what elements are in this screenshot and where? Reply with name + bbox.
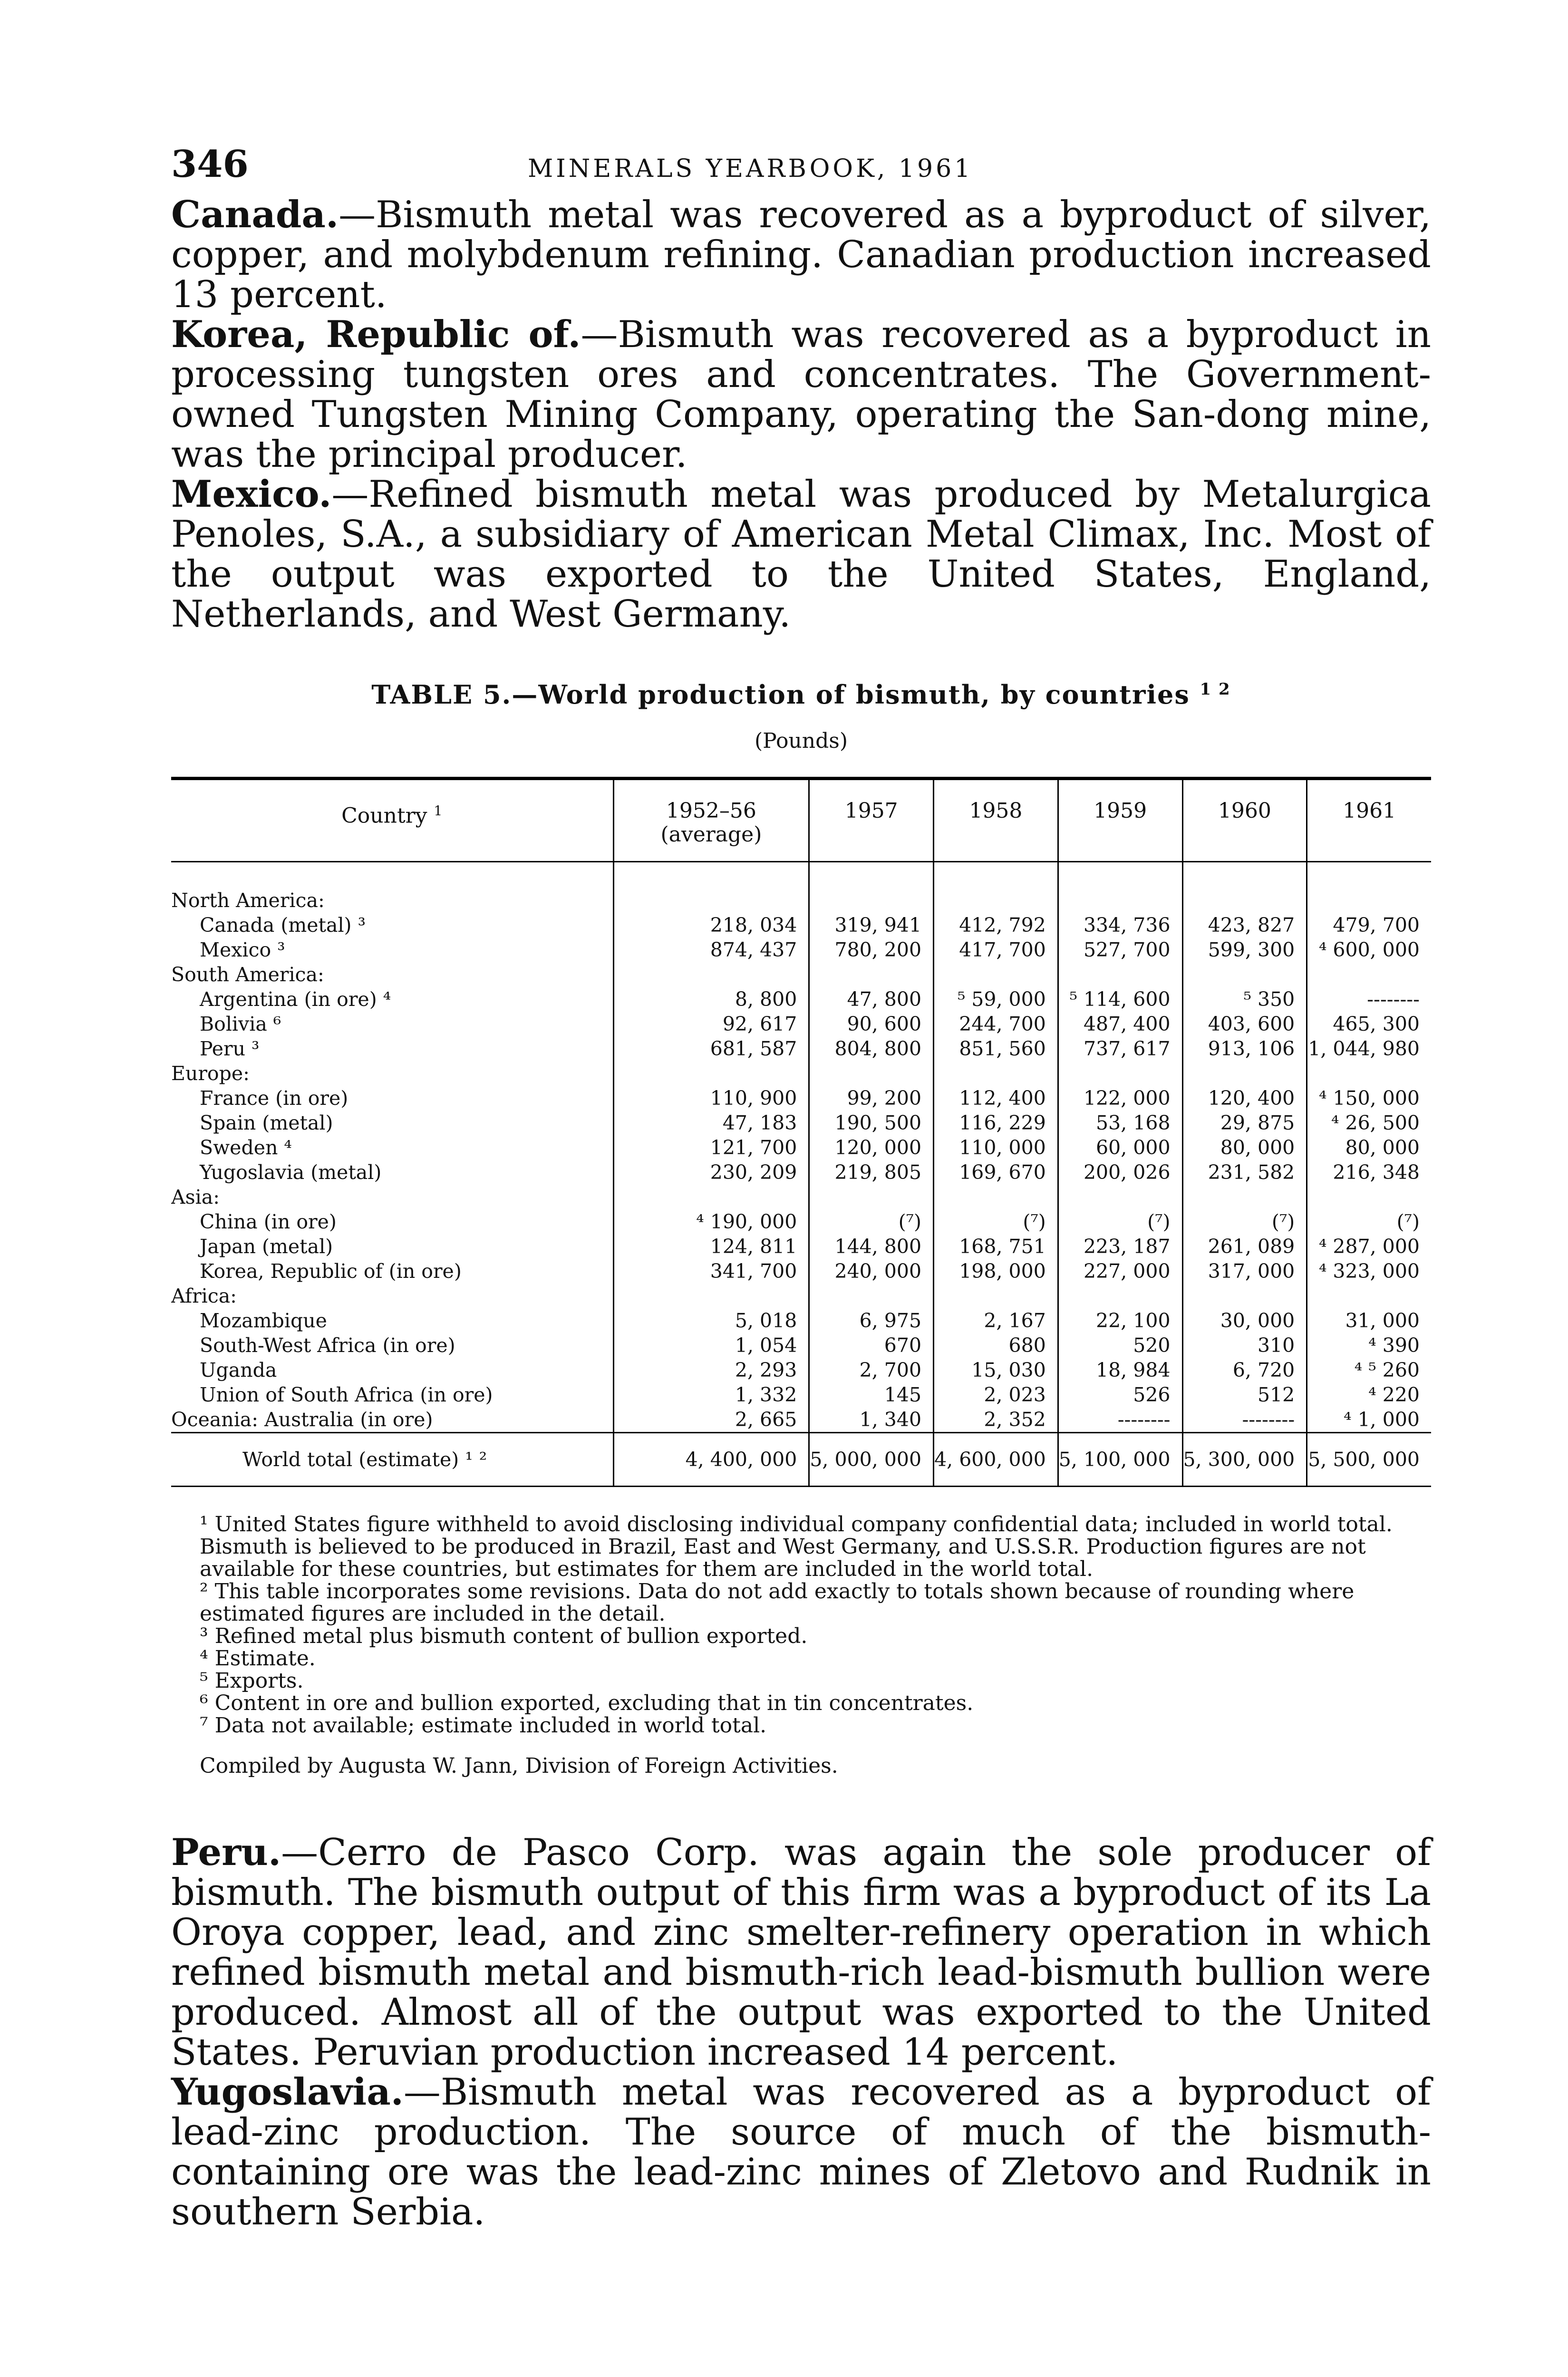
footnote: ¹ United States figure withheld to avoid disclosing individual company confidential data; included in world total. Bismuth is believed to be produced in Brazil, East and West Germany, and U.S.S.R. Production figures are not available for these countries, but estimates for them are included in the world total. <box>200 1512 1393 1581</box>
table-cell-value: -------- <box>1182 1407 1307 1433</box>
table-cell-value: 319, 941 <box>809 913 934 937</box>
table-cell-value: 1, 332 <box>613 1382 809 1407</box>
column-header: 1961 <box>1307 779 1431 862</box>
table-body <box>171 862 1431 1433</box>
table-cell-value: 110, 000 <box>934 1135 1058 1160</box>
footnote: ⁵ Exports. <box>200 1669 304 1693</box>
table-cell-value <box>1307 962 1431 987</box>
table-cell-value: (⁷) <box>1307 1209 1431 1234</box>
table-cell-value: 29, 875 <box>1182 1111 1307 1135</box>
table-cell-value: ⁵ 350 <box>1182 987 1307 1012</box>
table-cell-value: 6, 975 <box>809 1308 934 1333</box>
table-row <box>171 1111 1431 1135</box>
table-cell-value: 22, 100 <box>1058 1308 1182 1333</box>
table-cell-value: ⁵ 59, 000 <box>934 987 1058 1012</box>
table-cell-value: 120, 000 <box>809 1135 934 1160</box>
table-row <box>171 1234 1431 1259</box>
table-cell-value: ⁴ ⁵ 260 <box>1307 1358 1431 1382</box>
table-cell-country: Peru ³ <box>200 1037 260 1060</box>
table-row <box>171 1259 1431 1284</box>
table-cell-value: 512 <box>1182 1382 1307 1407</box>
table-cell-country: Japan (metal) <box>200 1235 333 1258</box>
table-cell-country: France (in ore) <box>200 1087 348 1110</box>
table-cell-value: 47, 800 <box>809 987 934 1012</box>
running-head: MINERALS YEARBOOK, 1961 <box>528 155 973 183</box>
table-cell-value: 169, 670 <box>934 1160 1058 1185</box>
table-cell-value: (⁷) <box>1058 1209 1182 1234</box>
table-cell-country: China (in ore) <box>200 1210 337 1233</box>
table-cell-value: (⁷) <box>934 1209 1058 1234</box>
table-cell-value: 116, 229 <box>934 1111 1058 1135</box>
table-row <box>171 1382 1431 1407</box>
table-cell-country: Africa: <box>171 1285 237 1307</box>
table-cell-value: 412, 792 <box>934 913 1058 937</box>
table-row <box>171 937 1431 962</box>
table-cell-value: 487, 400 <box>1058 1012 1182 1036</box>
table-cell-value <box>809 1185 934 1209</box>
table-cell-value: 334, 736 <box>1058 913 1182 937</box>
table-cell-value: ⁴ 390 <box>1307 1333 1431 1358</box>
table-group-row <box>171 1061 1431 1086</box>
table-cell-value: 5, 500, 000 <box>1307 1433 1431 1487</box>
table-cell-value: ⁴ 26, 500 <box>1307 1111 1431 1135</box>
paragraph-canada: Canada.—Bismuth metal was recovered as a byproduct of silver, copper, and molybdenum refining. Canadian production increased 13 percent. <box>171 193 1431 316</box>
table-cell-value: 216, 348 <box>1307 1160 1431 1185</box>
table-cell-value: ⁴ 150, 000 <box>1307 1086 1431 1111</box>
table-row <box>171 1308 1431 1333</box>
table-cell-value <box>613 1284 809 1308</box>
table-cell-value: 47, 183 <box>613 1111 809 1135</box>
table-cell-country: Union of South Africa (in ore) <box>200 1383 493 1406</box>
table-header-row <box>171 779 1431 862</box>
table-cell-value: 92, 617 <box>613 1012 809 1036</box>
table-row <box>171 1012 1431 1036</box>
table-cell-value: 680 <box>934 1333 1058 1358</box>
table-cell-value <box>934 862 1058 913</box>
table-footnotes <box>171 1513 1431 1737</box>
table-row <box>171 913 1431 937</box>
table-cell-value: 4, 600, 000 <box>934 1433 1058 1487</box>
table-cell-value: 219, 805 <box>809 1160 934 1185</box>
table-cell-country: Yugoslavia (metal) <box>200 1161 382 1184</box>
table-row <box>171 1358 1431 1382</box>
table-cell-value <box>1307 1284 1431 1308</box>
table-cell-value: 2, 352 <box>934 1407 1058 1433</box>
table-cell-value <box>934 1284 1058 1308</box>
table-cell-value: ⁴ 1, 000 <box>1307 1407 1431 1433</box>
table-cell-value: 2, 665 <box>613 1407 809 1433</box>
table-group-row <box>171 1185 1431 1209</box>
table-cell-value: ⁴ 190, 000 <box>613 1209 809 1234</box>
table-group-row <box>171 862 1431 913</box>
table-cell-value <box>1182 1061 1307 1086</box>
table-cell-country: Uganda <box>200 1359 277 1382</box>
table-cell-value <box>1058 962 1182 987</box>
column-header: Country $^1$ <box>171 779 613 862</box>
table-group-row <box>171 962 1431 987</box>
table-cell-value <box>1307 1185 1431 1209</box>
table-cell-value: 479, 700 <box>1307 913 1431 937</box>
table-cell-value: 913, 106 <box>1182 1036 1307 1061</box>
table-cell-country: Korea, Republic of (in ore) <box>200 1260 462 1283</box>
intro-section <box>171 195 1431 634</box>
table-cell-value: ⁴ 323, 000 <box>1307 1259 1431 1284</box>
table-cell-value: 874, 437 <box>613 937 809 962</box>
table-cell-value: 30, 000 <box>1182 1308 1307 1333</box>
table-cell-value <box>1058 1185 1182 1209</box>
table-cell-value: 144, 800 <box>809 1234 934 1259</box>
table-cell-value: 168, 751 <box>934 1234 1058 1259</box>
closing-section <box>171 1833 1431 2232</box>
table-cell-value: 341, 700 <box>613 1259 809 1284</box>
table-cell-value: 112, 400 <box>934 1086 1058 1111</box>
table-cell-value: 223, 187 <box>1058 1234 1182 1259</box>
table-row <box>171 1407 1431 1433</box>
table-cell-value: 5, 300, 000 <box>1182 1433 1307 1487</box>
table-cell-value: ⁴ 220 <box>1307 1382 1431 1407</box>
table-cell-country: World total (estimate) ¹ ² <box>171 1433 613 1487</box>
table-cell-country: Europe: <box>171 1062 250 1085</box>
table-cell-value <box>1058 862 1182 913</box>
table-cell-value: 60, 000 <box>1058 1135 1182 1160</box>
compiled-by: Compiled by Augusta W. Jann, Division of Foreign Activities. <box>200 1754 838 1778</box>
table-cell-value <box>1307 862 1431 913</box>
table-cell-country: South-West Africa (in ore) <box>200 1334 455 1357</box>
table-cell-value: 1, 054 <box>613 1333 809 1358</box>
table-cell-value <box>1182 1284 1307 1308</box>
table-cell-value: 1, 340 <box>809 1407 934 1433</box>
table-cell-value: 240, 000 <box>809 1259 934 1284</box>
table-cell-value: 403, 600 <box>1182 1012 1307 1036</box>
table-cell-value: 2, 167 <box>934 1308 1058 1333</box>
table-cell-value <box>809 862 934 913</box>
table-cell-value: ⁵ 114, 600 <box>1058 987 1182 1012</box>
table-cell-country: Oceania: Australia (in ore) <box>171 1408 433 1431</box>
table-cell-value: 122, 000 <box>1058 1086 1182 1111</box>
table-cell-value: 4, 400, 000 <box>613 1433 809 1487</box>
table-cell-value: 230, 209 <box>613 1160 809 1185</box>
paragraph-korea: Korea, Republic of.—Bismuth was recovered as a byproduct in processing tungsten ores and concentrates. The Government-owned Tungsten Mining Company, operating the San-dong mine, was the principal producer. <box>171 313 1431 476</box>
table-cell-value: 145 <box>809 1382 934 1407</box>
table-cell-value: 120, 400 <box>1182 1086 1307 1111</box>
table-cell-value: 423, 827 <box>1182 913 1307 937</box>
table-cell-value <box>1182 1185 1307 1209</box>
table-cell-value <box>613 862 809 913</box>
table-cell-value <box>613 1185 809 1209</box>
column-header: 1952–56 (average) <box>613 779 809 862</box>
production-table <box>171 777 1431 1487</box>
page-header <box>171 143 1431 195</box>
table-cell-value <box>1058 1284 1182 1308</box>
table-cell-value: 200, 026 <box>1058 1160 1182 1185</box>
footnote: ⁴ Estimate. <box>200 1646 316 1671</box>
table-cell-value: 2, 700 <box>809 1358 934 1382</box>
table-row <box>171 987 1431 1012</box>
paragraph-yugoslavia: Yugoslavia.—Bismuth metal was recovered as a byproduct of lead-zinc production. The source of much of the bismuth-containing ore was the lead-zinc mines of Zletovo and Rudnik in southern Serbia. <box>171 2070 1431 2233</box>
table-cell-country: Bolivia ⁶ <box>200 1013 281 1035</box>
table-cell-value <box>1182 862 1307 913</box>
table-cell-value: 6, 720 <box>1182 1358 1307 1382</box>
table-cell-value <box>613 1061 809 1086</box>
column-header: 1960 <box>1182 779 1307 862</box>
column-header: 1959 <box>1058 779 1182 862</box>
table-cell-value: 2, 293 <box>613 1358 809 1382</box>
table-cell-value: (⁷) <box>1182 1209 1307 1234</box>
table-cell-value: 465, 300 <box>1307 1012 1431 1036</box>
table-cell-value: 804, 800 <box>809 1036 934 1061</box>
paragraph-peru: Peru.—Cerro de Pasco Corp. was again the sole producer of bismuth. The bismuth output of this firm was a byproduct of its La Oroya copper, lead, and zinc smelter-refinery operation in which refined bismuth metal and bismuth-rich lead-bismuth bullion were produced. Almost all of the output was exported to the United States. Peruvian production increased 14 percent. <box>171 1831 1431 2074</box>
table-cell-value: 5, 100, 000 <box>1058 1433 1182 1487</box>
footnote: ³ Refined metal plus bismuth content of bullion exported. <box>200 1624 808 1648</box>
table-row <box>171 1209 1431 1234</box>
table-cell-value: 599, 300 <box>1182 937 1307 962</box>
table-cell-country: Mexico ³ <box>200 938 285 961</box>
table-cell-country: Canada (metal) ³ <box>200 914 366 937</box>
table-cell-value: 53, 168 <box>1058 1111 1182 1135</box>
table-cell-value: 851, 560 <box>934 1036 1058 1061</box>
table-row <box>171 1135 1431 1160</box>
table-cell-value: 310 <box>1182 1333 1307 1358</box>
table-cell-value: -------- <box>1058 1407 1182 1433</box>
table-cell-value: ⁴ 600, 000 <box>1307 937 1431 962</box>
table-cell-country: South America: <box>171 963 324 986</box>
table-cell-value: 5, 000, 000 <box>809 1433 934 1487</box>
table-cell-value <box>809 1284 934 1308</box>
table-cell-value: 80, 000 <box>1182 1135 1307 1160</box>
table-cell-value: 417, 700 <box>934 937 1058 962</box>
table-cell-value: -------- <box>1307 987 1431 1012</box>
table-cell-value <box>1182 962 1307 987</box>
table-cell-value: (⁷) <box>809 1209 934 1234</box>
table-cell-value: 520 <box>1058 1333 1182 1358</box>
table-cell-value: 2, 023 <box>934 1382 1058 1407</box>
table-cell-value: 99, 200 <box>809 1086 934 1111</box>
table-cell-value <box>613 962 809 987</box>
table-row <box>171 1160 1431 1185</box>
footnote: ⁶ Content in ore and bullion exported, excluding that in tin concentrates. <box>200 1691 974 1715</box>
table-cell-country: North America: <box>171 889 325 912</box>
table-cell-value: 317, 000 <box>1182 1259 1307 1284</box>
table-cell-value: 18, 984 <box>1058 1358 1182 1382</box>
table-cell-value: 80, 000 <box>1307 1135 1431 1160</box>
table-cell-value: 121, 700 <box>613 1135 809 1160</box>
table-cell-value: 670 <box>809 1333 934 1358</box>
table-unit: (Pounds) <box>754 729 848 753</box>
table-cell-value: 198, 000 <box>934 1259 1058 1284</box>
table-cell-value: 1, 044, 980 <box>1307 1036 1431 1061</box>
table-cell-value <box>809 962 934 987</box>
table-cell-value: 90, 600 <box>809 1012 934 1036</box>
table-row <box>171 1086 1431 1111</box>
table-cell-value: 218, 034 <box>613 913 809 937</box>
table-cell-value: 124, 811 <box>613 1234 809 1259</box>
table-cell-value: 244, 700 <box>934 1012 1058 1036</box>
table-cell-value: 190, 500 <box>809 1111 934 1135</box>
table-group-row <box>171 1284 1431 1308</box>
footnote: ⁷ Data not available; estimate included in world total. <box>200 1713 767 1738</box>
table-cell-value: 8, 800 <box>613 987 809 1012</box>
paragraph-mexico: Mexico.—Refined bismuth metal was produced by Metalurgica Penoles, S.A., a subsidiary of American Metal Climax, Inc. Most of the output was exported to the United States, England, Netherlands, and West Germany. <box>171 473 1431 636</box>
table-cell-value: 261, 089 <box>1182 1234 1307 1259</box>
table-cell-value: 231, 582 <box>1182 1160 1307 1185</box>
table-title: TABLE 5.—World production of bismuth, by countries $^{1 2}$ <box>371 679 1231 710</box>
table-cell-value: 227, 000 <box>1058 1259 1182 1284</box>
table-cell-value: ⁴ 287, 000 <box>1307 1234 1431 1259</box>
table-cell-value: 15, 030 <box>934 1358 1058 1382</box>
table-cell-country: Argentina (in ore) ⁴ <box>200 988 391 1011</box>
page-number: 346 <box>171 143 249 186</box>
footnote: ² This table incorporates some revisions. Data do not add exactly to totals shown because of rounding where estimated figures are included in the detail. <box>200 1579 1355 1626</box>
column-header: 1957 <box>809 779 934 862</box>
table-cell-value <box>1058 1061 1182 1086</box>
table-cell-value: 737, 617 <box>1058 1036 1182 1061</box>
table-cell-country: Mozambique <box>200 1309 327 1332</box>
world-total-row <box>171 1433 1431 1487</box>
table-cell-value: 527, 700 <box>1058 937 1182 962</box>
table-cell-value: 681, 587 <box>613 1036 809 1061</box>
table-cell-value: 5, 018 <box>613 1308 809 1333</box>
table-cell-country: Spain (metal) <box>200 1111 333 1134</box>
table-cell-value <box>934 1185 1058 1209</box>
table-cell-country: Sweden ⁴ <box>200 1136 292 1159</box>
table-row <box>171 1036 1431 1061</box>
table-cell-value <box>809 1061 934 1086</box>
table-row <box>171 1333 1431 1358</box>
table-cell-country: Asia: <box>171 1186 220 1208</box>
table-cell-value: 110, 900 <box>613 1086 809 1111</box>
table-cell-value: 780, 200 <box>809 937 934 962</box>
column-header: 1958 <box>934 779 1058 862</box>
table-cell-value <box>1307 1061 1431 1086</box>
table-cell-value <box>934 962 1058 987</box>
table-cell-value <box>934 1061 1058 1086</box>
table-cell-value: 526 <box>1058 1382 1182 1407</box>
table-cell-value: 31, 000 <box>1307 1308 1431 1333</box>
page <box>171 143 1431 2232</box>
